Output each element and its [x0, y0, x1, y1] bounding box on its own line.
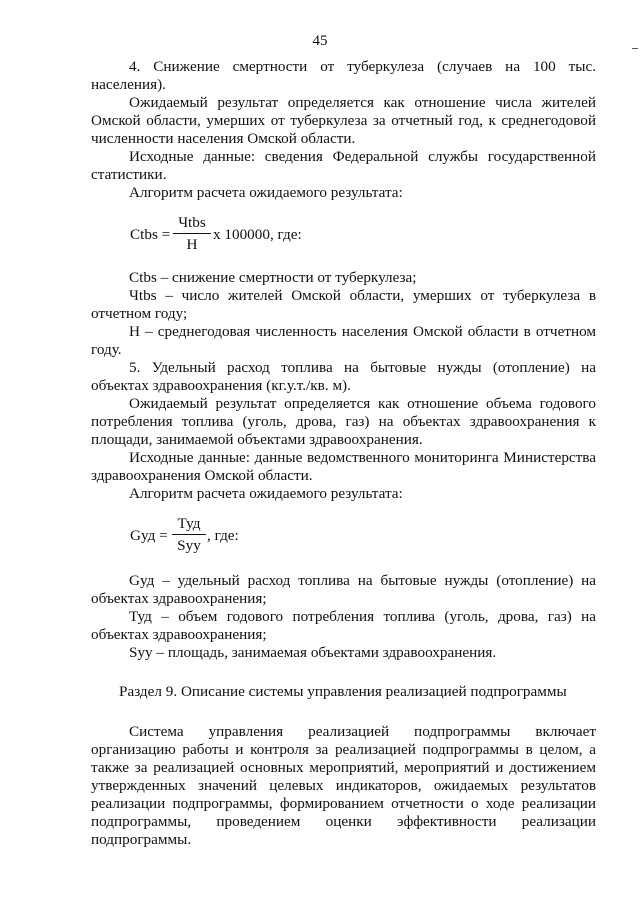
- section4-para2-line1: Исходные данные: сведения Федеральной службы государственной: [129, 148, 596, 165]
- section5-definition1-line1: Gуд – удельный расход топлива на бытовые нужды (отопление) на: [129, 572, 596, 589]
- section5-definition2-line2: объектах здравоохранения;: [91, 626, 267, 643]
- section5-definition1-line2: объектах здравоохранения;: [91, 590, 267, 607]
- section9-line1: Система управления реализацией подпрограммы включает: [129, 723, 596, 740]
- section5-title-line1: 5. Удельный расход топлива на бытовые нужды (отопление) на: [129, 359, 596, 376]
- section9-line5: реализации подпрограммы, формированием отчетности о ходе реализации: [91, 795, 596, 812]
- formula-fraction: [172, 515, 206, 555]
- formula-denominator: Н: [186, 236, 198, 253]
- section4-definition3-line1: Н – среднегодовая численность населения Омской области в отчетном: [129, 323, 596, 340]
- formula-lhs: Gуд =: [130, 527, 168, 544]
- section5-definition2-line1: Туд – объем годового потребления топлива (уголь, дрова, газ) на: [129, 608, 596, 625]
- section5-title-line2: объектах здравоохранения (кг.у.т./кв. м).: [91, 377, 351, 394]
- section4-definition1: Ctbs – снижение смертности от туберкулеза;: [129, 269, 417, 286]
- formula-fraction: [173, 214, 211, 254]
- section5-para2-line1: Исходные данные: данные ведомственного мониторинга Министерства: [129, 449, 596, 466]
- section5-para1-line1: Ожидаемый результат определяется как отношение объема годового: [129, 395, 596, 412]
- section4-definition3-line2: году.: [91, 341, 122, 358]
- page-number: 45: [312, 33, 328, 49]
- section4-para2-line2: статистики.: [91, 166, 167, 183]
- section4-algorithm-label: Алгоритм расчета ожидаемого результата:: [129, 184, 403, 201]
- formula-numerator: Чtbs: [173, 214, 211, 234]
- section5-definition3: Sуу – площадь, занимаемая объектами здравоохранения.: [129, 644, 497, 661]
- section9-line4: утвержденных значений целевых индикаторов, ожидаемых результатов: [91, 777, 596, 794]
- section9-line7: подпрограммы.: [91, 831, 192, 848]
- section4-title-line1: 4. Снижение смертности от туберкулеза (случаев на 100 тыс.: [129, 58, 596, 75]
- formula-numerator: Туд: [172, 515, 206, 535]
- section9-line6: подпрограммы, проведением оценки эффективности реализации: [91, 813, 596, 830]
- section9-line2: организацию работы и контроля за реализацией подпрограммы в целом, а: [91, 741, 596, 758]
- section4-title-line2: населения).: [91, 76, 166, 93]
- section5-para2-line2: здравоохранения Омской области.: [91, 467, 313, 484]
- section4-definition2-line2: отчетном году;: [91, 305, 188, 322]
- section4-para1-line1: Ожидаемый результат определяется как отношение числа жителей: [129, 94, 596, 111]
- section4-para1-line3: численности населения Омской области.: [91, 130, 356, 147]
- formula-rhs: , где:: [207, 527, 239, 544]
- section4-para1-line2: Омской области, умерших от туберкулеза за отчетный год, к среднегодовой: [91, 112, 596, 129]
- section5-para1-line2: потребления топлива (уголь, дрова, газ) на объектах здравоохранения к: [91, 413, 596, 430]
- section9-line3: также за реализацией основных мероприятий, мероприятий и достижением: [91, 759, 596, 776]
- section5-algorithm-label: Алгоритм расчета ожидаемого результата:: [129, 485, 403, 502]
- section9-heading: Раздел 9. Описание системы управления реализацией подпрограммы: [119, 683, 567, 700]
- formula-lhs: Ctbs =: [130, 226, 171, 243]
- formula-denominator: Sуу: [177, 537, 201, 554]
- formula-rhs: х 100000, где:: [213, 226, 302, 243]
- section4-definition2-line1: Чtbs – число жителей Омской области, умерших от туберкулеза в: [129, 287, 596, 304]
- section5-para1-line3: площади, занимаемой объектами здравоохранения.: [91, 431, 423, 448]
